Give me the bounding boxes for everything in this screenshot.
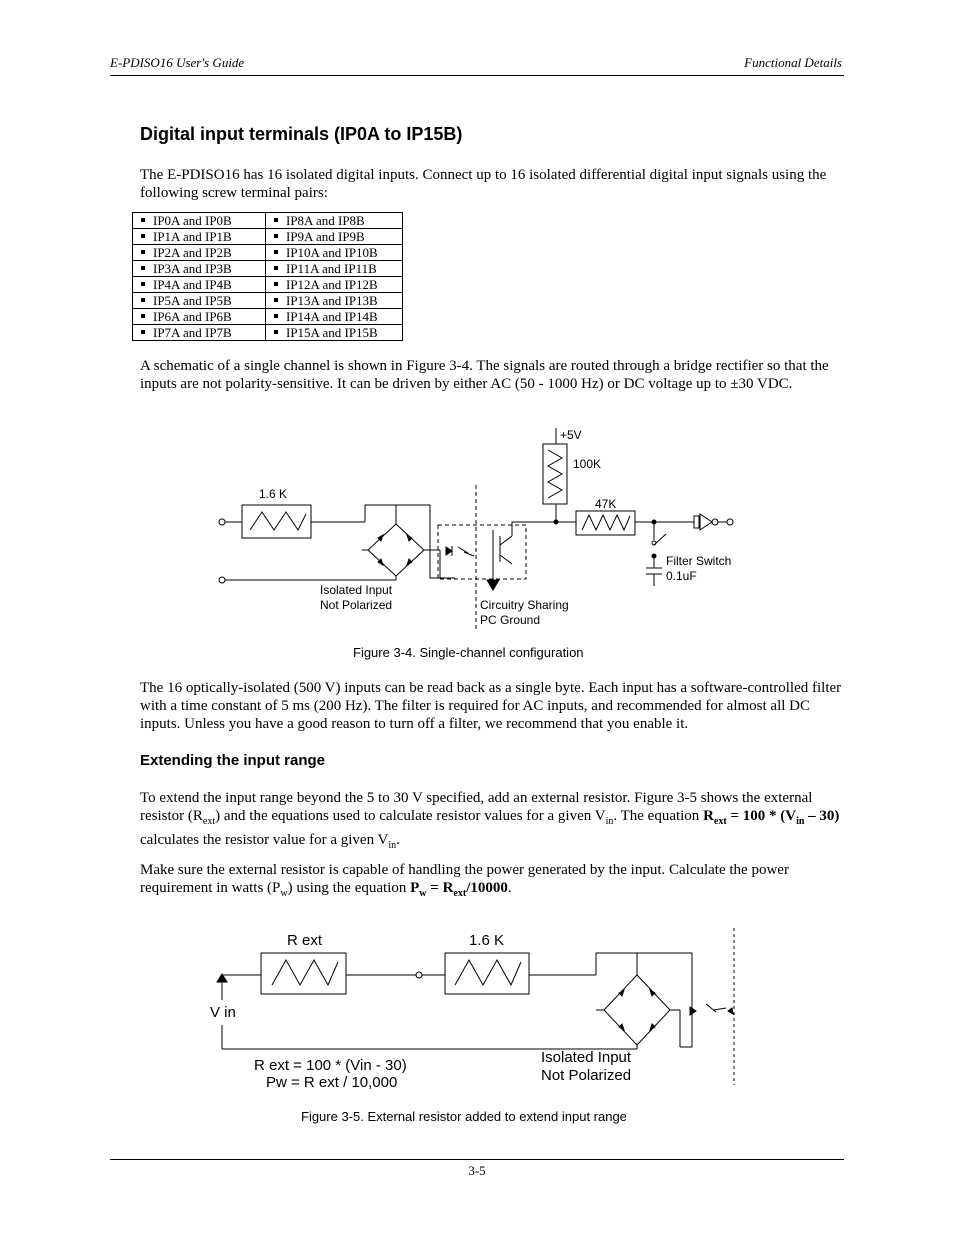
- terminal-pair-label: IP3A and IP3B: [153, 261, 232, 276]
- circuitry-sharing-label: Circuitry Sharing: [480, 598, 569, 612]
- r16-label: 1.6 K: [469, 932, 505, 949]
- bullet-icon: [274, 266, 278, 270]
- vin-label: V in: [210, 1004, 236, 1021]
- bullet-icon: [141, 234, 145, 238]
- terminal-pair-cell: [266, 229, 403, 245]
- terminal-pair-label: IP7A and IP7B: [153, 325, 232, 340]
- output-terminal: [727, 519, 733, 525]
- schematic-intro-paragraph: A schematic of a single channel is shown in Figure 3-4. The signals are routed through a bridge rectifier so that the inputs are not polarity-sensitive. It can be driven by either AC (50 - 1000 Hz) or DC voltage up to ±30 VDC.: [140, 358, 829, 392]
- input-terminal-b: [219, 577, 225, 583]
- bullet-icon: [274, 298, 278, 302]
- isolated-input-label-fig5: Isolated Input: [541, 1049, 632, 1066]
- single-channel-schematic: [0, 420, 954, 635]
- header-doc-title: E-PDISO16 User's Guide: [110, 55, 245, 70]
- terminal-pair-label: IP11A and IP11B: [286, 261, 377, 276]
- filter-cap-label: 0.1uF: [666, 569, 697, 583]
- page-number: 3-5: [468, 1163, 486, 1178]
- pc-ground-label: PC Ground: [480, 613, 541, 627]
- terminal-pair-label: IP5A and IP5B: [153, 293, 232, 308]
- supply-label: +5V: [560, 428, 582, 442]
- resistor-1-6k: [242, 505, 311, 538]
- power-paragraph: Make sure the external resistor is capable of handling the power generated by the input. Calculate the power requirement in watts $(P_w)$ using the equation $P_w = R_{ext}/10000$.: [140, 862, 789, 899]
- terminal-pair-cell: [133, 325, 266, 341]
- bullet-icon: [141, 314, 145, 318]
- terminal-pair-label: IP14A and IP14B: [286, 309, 378, 324]
- pullup-label: 100K: [573, 457, 602, 471]
- terminal-pair-cell: [133, 245, 266, 261]
- bullet-icon: [141, 218, 145, 222]
- table-row: [133, 309, 403, 325]
- power-equation: Pw = R ext / 10,000: [266, 1074, 398, 1091]
- terminal-pairs-table: [132, 212, 403, 341]
- section-title: Digital input terminals (IP0A to IP15B): [140, 124, 463, 144]
- bridge-rectifier: [362, 505, 455, 580]
- terminal-pair-cell: [266, 309, 403, 325]
- extend-range-paragraph: To extend the input range beyond the 5 to 30 V specified, add an external resistor. Figure 3-5 shows the external resistor $(R_{ext})$ and the equations used to calculate resistor values for a given $V_{in}$. The equation $R_{ext} = 100 * (V_{in} - 30)$ calculates the resistor value for a given $V_{in}$.: [140, 790, 840, 851]
- input-resistor-label: 1.6 K: [259, 487, 288, 501]
- figure-3-4-caption: Figure 3-4. Single-channel configuration: [353, 645, 584, 660]
- bullet-icon: [274, 330, 278, 334]
- opto-paragraph: The 16 optically-isolated (500 V) inputs can be read back as a single byte. Each input has a software-controlled filter with a time constant of 5 ms (200 Hz). The filter is required for AC inputs, and recommended for almost all DC inputs. Unless you have a good reason to turn off a filter, we recommend that you enable it.: [140, 680, 842, 732]
- table-row: [133, 245, 403, 261]
- figure-3-5-caption: Figure 3-5. External resistor added to extend input range: [301, 1109, 627, 1124]
- not-polarized-label: Not Polarized: [320, 598, 393, 612]
- terminal-pair-label: IP13A and IP13B: [286, 293, 378, 308]
- footer-rule: [110, 1159, 844, 1160]
- terminal-pair-label: IP9A and IP9B: [286, 229, 365, 244]
- schmitt-trigger: [694, 516, 699, 528]
- rext-equation: R ext = 100 * (Vin - 30): [254, 1057, 407, 1074]
- bullet-icon: [274, 234, 278, 238]
- external-resistor-schematic: [0, 920, 954, 1100]
- bullet-icon: [141, 266, 145, 270]
- table-row: [133, 213, 403, 229]
- not-polarized-label-fig5: Not Polarized: [541, 1067, 632, 1084]
- terminal-pair-cell: [266, 245, 403, 261]
- terminal-pair-cell: [266, 213, 403, 229]
- terminal-pair-label: IP8A and IP8B: [286, 213, 365, 228]
- filter-switch-label: Filter Switch: [666, 554, 732, 568]
- bullet-icon: [274, 314, 278, 318]
- terminal-pair-cell: [133, 277, 266, 293]
- terminal-pair-label: IP12A and IP12B: [286, 277, 378, 292]
- terminal-pair-label: IP0A and IP0B: [153, 213, 232, 228]
- header-section-name: Functional Details: [744, 55, 842, 70]
- terminal-pair-label: IP4A and IP4B: [153, 277, 232, 292]
- terminal-pair-cell: [133, 309, 266, 325]
- bullet-icon: [141, 282, 145, 286]
- terminal-pair-label: IP15A and IP15B: [286, 325, 378, 340]
- bullet-icon: [274, 250, 278, 254]
- terminal-pair-cell: [133, 213, 266, 229]
- terminal-pair-label: IP2A and IP2B: [153, 245, 232, 260]
- bullet-icon: [141, 298, 145, 302]
- table-row: [133, 229, 403, 245]
- series-resistor-label: 47K: [595, 497, 617, 511]
- terminal-pair-label: IP10A and IP10B: [286, 245, 378, 260]
- bullet-icon: [274, 218, 278, 222]
- terminal-pair-cell: [266, 261, 403, 277]
- terminal-pair-cell: [266, 293, 403, 309]
- subsection-title: Extending the input range: [140, 752, 326, 769]
- header-rule: [110, 75, 844, 76]
- terminal-pair-cell: [266, 325, 403, 341]
- terminal-pair-label: IP6A and IP6B: [153, 309, 232, 324]
- intro-paragraph: The E-PDISO16 has 16 isolated digital inputs. Connect up to 16 isolated differential digital input signals using the following screw terminal pairs:: [140, 167, 827, 201]
- table-row: [133, 293, 403, 309]
- table-row: [133, 277, 403, 293]
- bullet-icon: [141, 250, 145, 254]
- table-row: [133, 325, 403, 341]
- table-row: [133, 261, 403, 277]
- terminal-pair-cell: [266, 277, 403, 293]
- terminal-pair-cell: [133, 229, 266, 245]
- terminal-pair-cell: [133, 261, 266, 277]
- terminal-pair-label: IP1A and IP1B: [153, 229, 232, 244]
- terminal-node: [416, 972, 422, 978]
- bullet-icon: [274, 282, 278, 286]
- terminal-pair-cell: [133, 293, 266, 309]
- resistor-100k: [543, 444, 567, 504]
- rext-label: R ext: [287, 932, 323, 949]
- bridge-rectifier-fig5: [596, 953, 692, 1049]
- isolated-input-label: Isolated Input: [320, 583, 393, 597]
- input-terminal-a: [219, 519, 225, 525]
- bullet-icon: [141, 330, 145, 334]
